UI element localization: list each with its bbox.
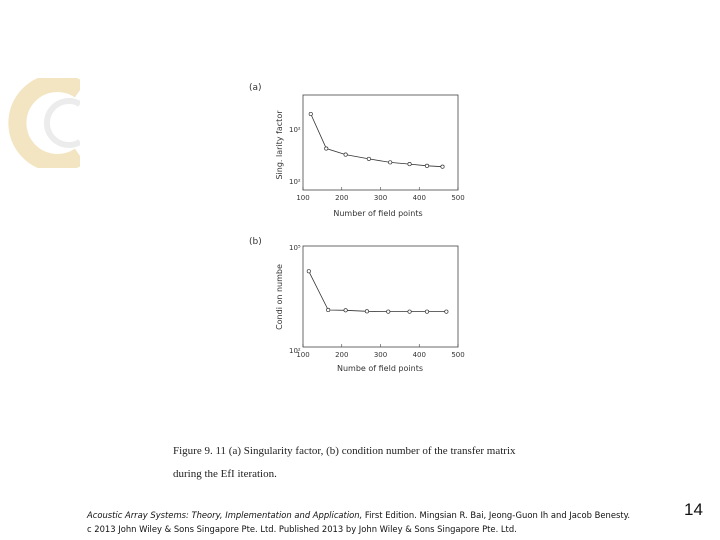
panel-b-data-point bbox=[408, 310, 411, 313]
panel-a-x-tick-label: 400 bbox=[412, 194, 426, 202]
panel-a-x-axis-label: Number of field points bbox=[333, 209, 423, 218]
panel-b-axes-frame bbox=[303, 246, 458, 347]
panel-b-x-tick-label: 100 bbox=[296, 351, 310, 359]
panel-b-series-line bbox=[309, 271, 447, 311]
panel-a-data-point bbox=[441, 165, 444, 168]
panel-a-x-tick-label: 300 bbox=[373, 194, 388, 202]
page-number: 14 bbox=[684, 500, 703, 519]
panel-b-x-tick-label: 200 bbox=[335, 351, 349, 359]
panel-b-label: (b) bbox=[249, 237, 262, 247]
panel-a-x-tick-label: 100 bbox=[296, 194, 310, 202]
panel-a-data-point bbox=[367, 157, 370, 160]
caption-line-1: Figure 9. 11 (a) Singularity factor, (b) condition number of the transfer matrix bbox=[173, 445, 516, 457]
panel-b-x-tick-label: 400 bbox=[412, 351, 426, 359]
panel-b-data-point bbox=[387, 310, 390, 313]
panel-a-data-point bbox=[388, 161, 391, 164]
panel-b-x-tick-label: 500 bbox=[451, 351, 465, 359]
panel-a-axes-frame bbox=[303, 95, 458, 190]
caption-line-2: during the EfI iteration. bbox=[173, 468, 277, 480]
panel-a-singularity-factor bbox=[249, 83, 465, 218]
panel-b-y-axis-label: Condi on numbe bbox=[275, 264, 284, 330]
panel-b-data-point bbox=[365, 310, 368, 313]
citation-line-1 bbox=[87, 508, 687, 522]
panel-b-y-tick-label-upper: 10⁵ bbox=[289, 244, 301, 252]
panel-a-y-tick-label-lower: 10² bbox=[289, 178, 301, 186]
panel-a-series bbox=[309, 112, 444, 168]
book-title: Acoustic Array Systems: Theory, Implementation and Application, bbox=[87, 510, 363, 520]
panel-b-data-point bbox=[445, 310, 448, 313]
panel-a-y-tick-label-upper: 10² bbox=[289, 126, 301, 134]
citation-footer bbox=[87, 508, 687, 536]
panel-a-series-line bbox=[311, 114, 443, 167]
panel-b-x-axis-label: Numbe of field points bbox=[336, 364, 424, 373]
panel-a-y-axis-label: Sing. larity factor bbox=[275, 110, 284, 180]
panel-a-x-ticks bbox=[296, 187, 464, 202]
panel-a-data-point bbox=[309, 112, 312, 115]
panel-b-data-point bbox=[344, 309, 347, 312]
panel-b-data-point bbox=[307, 270, 310, 273]
figure-caption bbox=[173, 440, 673, 486]
panel-b-y-tick-label-lower: 10² bbox=[289, 347, 301, 355]
panel-b-series bbox=[307, 270, 448, 314]
panel-b-condition-number bbox=[249, 237, 465, 373]
panel-a-x-tick-label: 200 bbox=[335, 194, 349, 202]
panel-a-data-point bbox=[325, 147, 328, 150]
panel-a-label: (a) bbox=[249, 83, 262, 93]
panel-b-data-point bbox=[326, 308, 329, 311]
panel-a-data-point bbox=[344, 153, 347, 156]
panel-b-x-ticks bbox=[296, 344, 464, 359]
book-details: First Edition. Mingsian R. Bai, Jeong-Guon Ih and Jacob Benesty. bbox=[362, 510, 631, 520]
panel-a-data-point bbox=[408, 162, 411, 165]
panel-a-data-point bbox=[425, 164, 428, 167]
citation-line-2: c 2013 John Wiley & Sons Singapore Pte. Ltd. Published 2013 by John Wiley & Sons Singapore Pte. Ltd. bbox=[87, 524, 517, 534]
panel-b-x-tick-label: 300 bbox=[373, 351, 388, 359]
panel-a-x-tick-label: 500 bbox=[451, 194, 465, 202]
panel-b-data-point bbox=[425, 310, 428, 313]
